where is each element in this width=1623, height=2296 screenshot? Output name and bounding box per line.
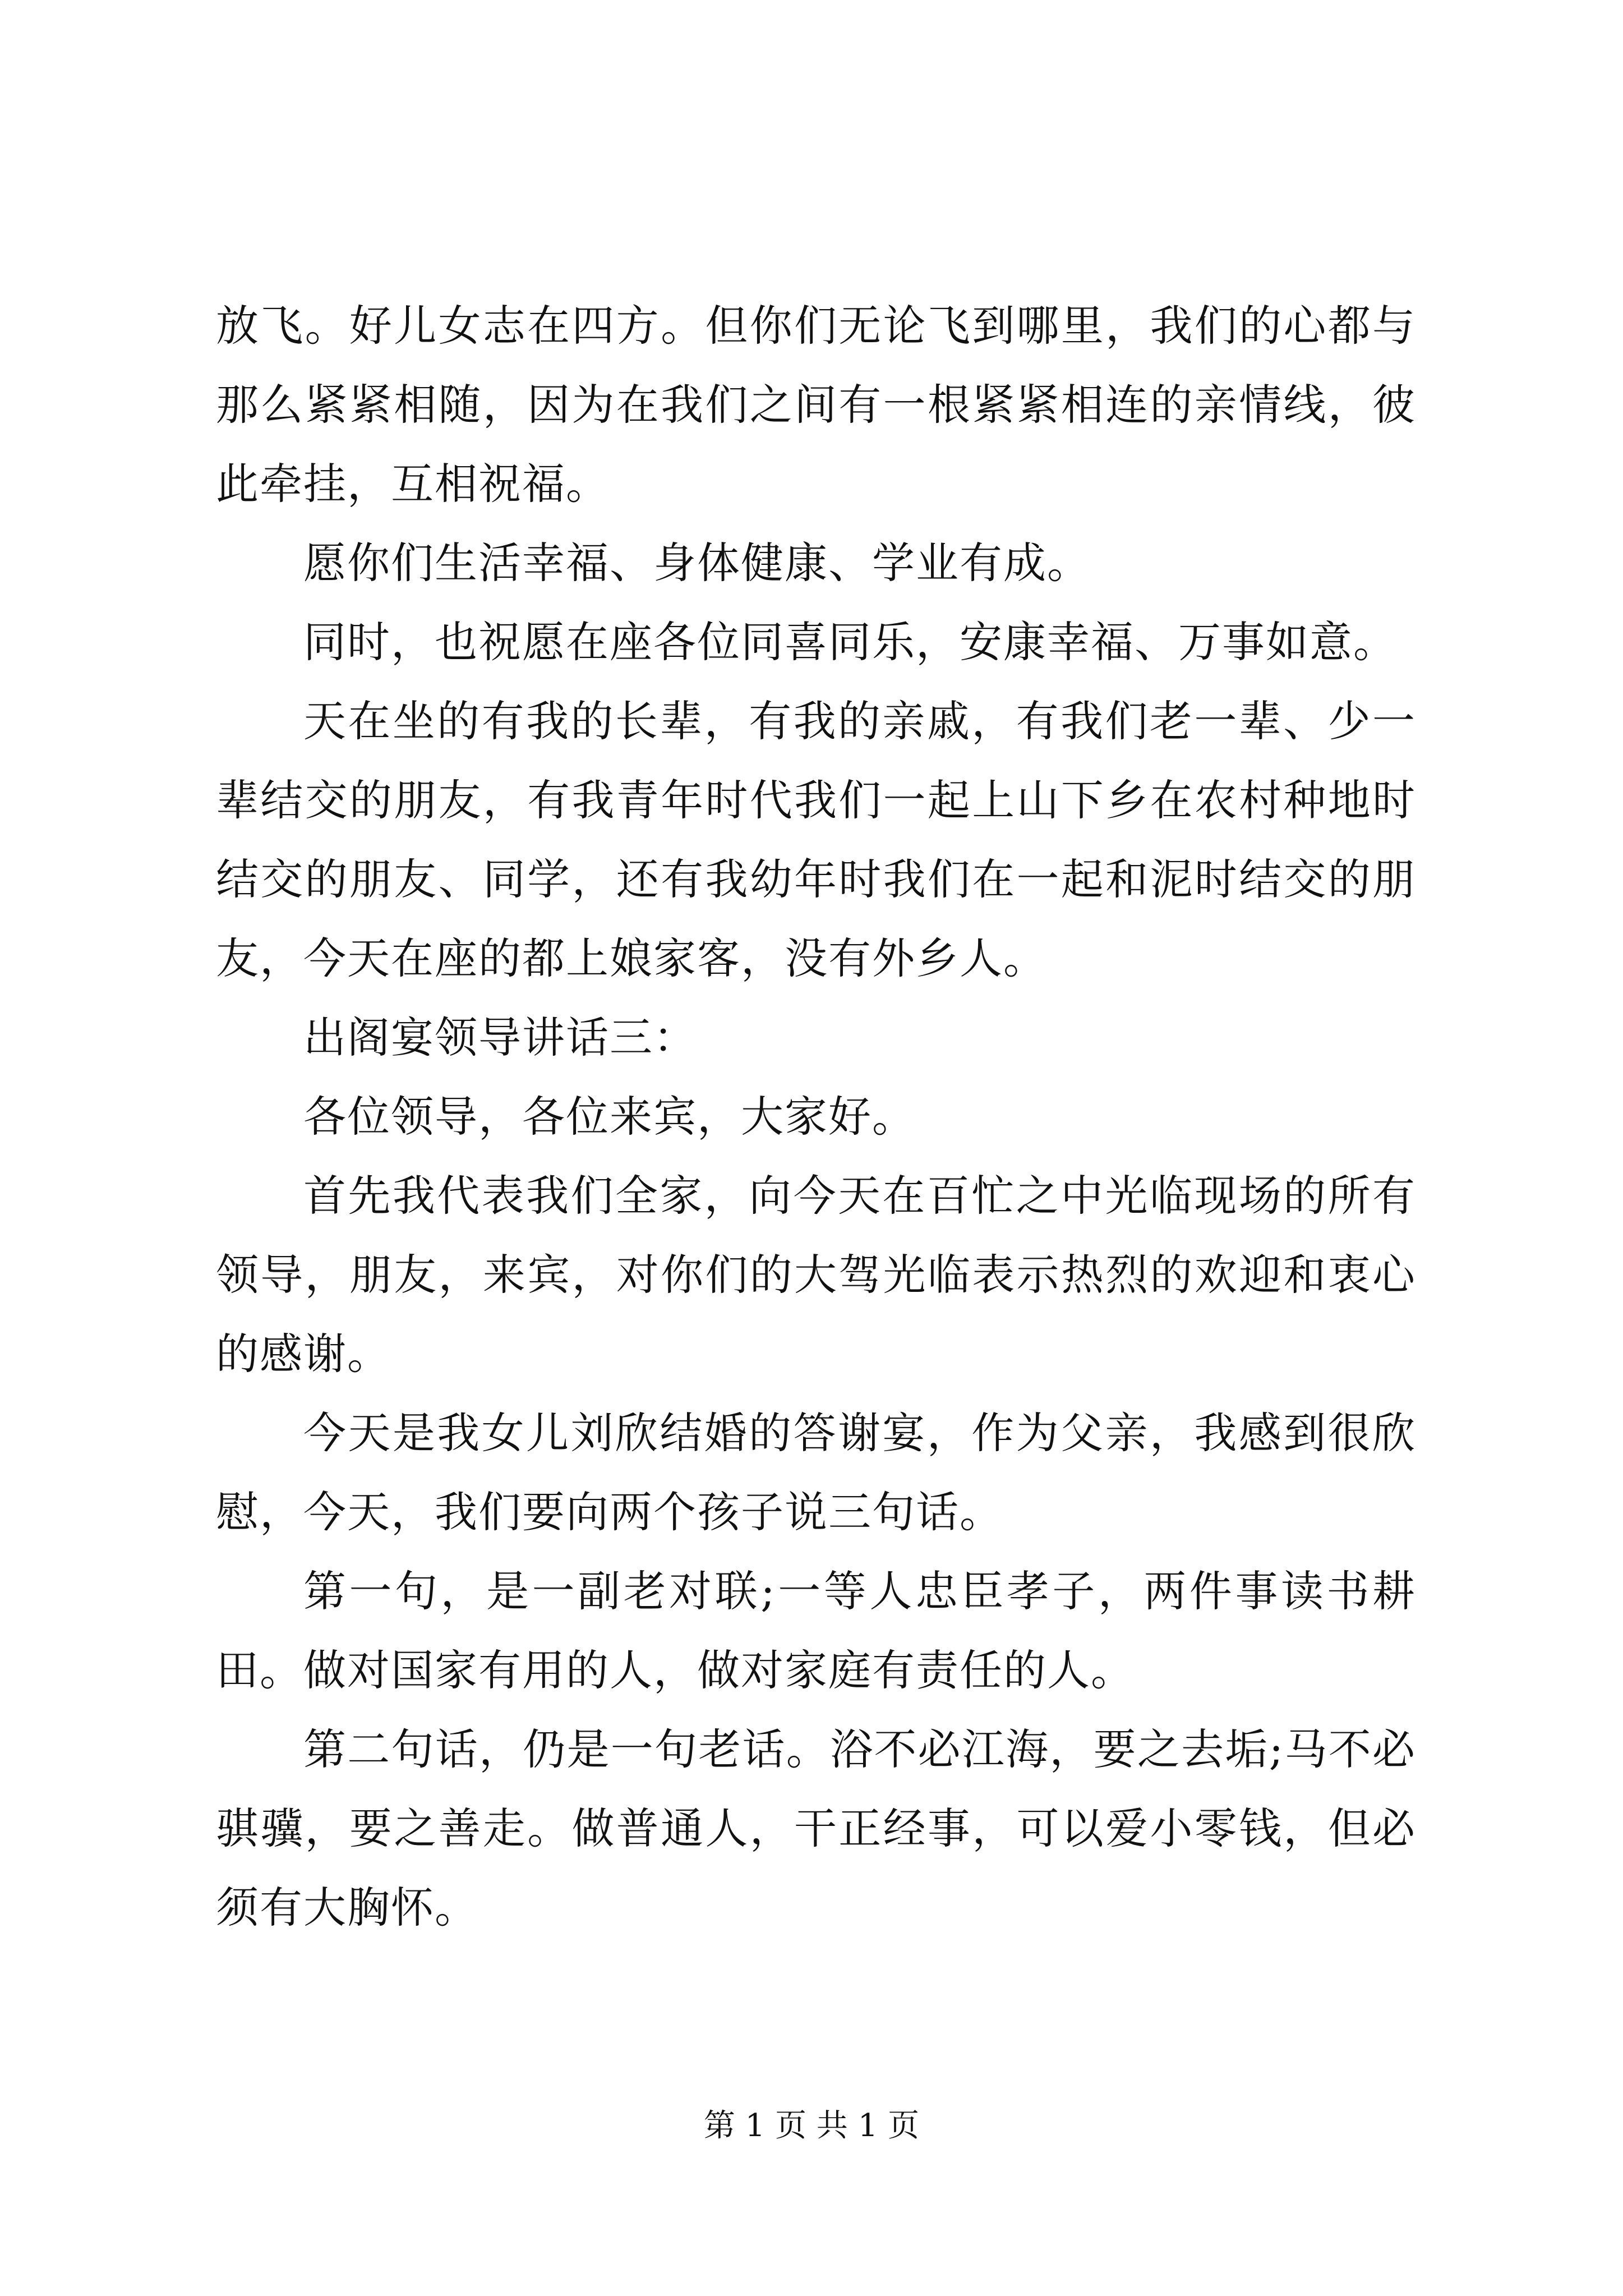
- paragraph-10: 第二句话，仍是一句老话。浴不必江海，要之去垢;马不必骐骥，要之善走。做普通人，干正经事，可以爱小零钱，但必须有大胸怀。: [216, 1724, 1416, 1932]
- paragraph-1: 放飞。好儿女志在四方。但你们无论飞到哪里，我们的心都与那么紧紧相随，因为在我们之间有一根紧紧相连的亲情线，彼此牵挂，互相祝福。: [216, 301, 1416, 509]
- paragraph-2: 愿你们生活幸福、身体健康、学业有成。: [303, 538, 1091, 588]
- paragraph-6: 各位领导，各位来宾，大家好。: [303, 1092, 916, 1142]
- paragraph-4: 天在坐的有我的长辈，有我的亲戚，有我们老一辈、少一辈结交的朋友，有我青年时代我们一起上山下乡在农村种地时结交的朋友、同学，还有我幼年时我们在一起和泥时结交的朋友，今天在座的都上娘家客，没有外乡人。: [216, 696, 1416, 983]
- section-heading: 出阁宴领导讲话三：: [303, 1013, 697, 1062]
- paragraph-7: 首先我代表我们全家，向今天在百忙之中光临现场的所有领导，朋友，来宾，对你们的大驾光临表示热烈的欢迎和衷心的感谢。: [216, 1171, 1416, 1379]
- paragraph-9: 第一句，是一副老对联;一等人忠臣孝子，两件事读书耕田。做对国家有用的人，做对家庭有责任的人。: [216, 1566, 1416, 1695]
- document-body: [216, 286, 1416, 1947]
- paragraph-3: 同时，也祝愿在座各位同喜同乐，安康幸福、万事如意。: [303, 617, 1397, 667]
- paragraph-8: 今天是我女儿刘欣结婚的答谢宴，作为父亲，我感到很欣慰，今天，我们要向两个孩子说三句话。: [216, 1408, 1416, 1537]
- page-footer: 第 1 页 共 1 页: [703, 2108, 920, 2144]
